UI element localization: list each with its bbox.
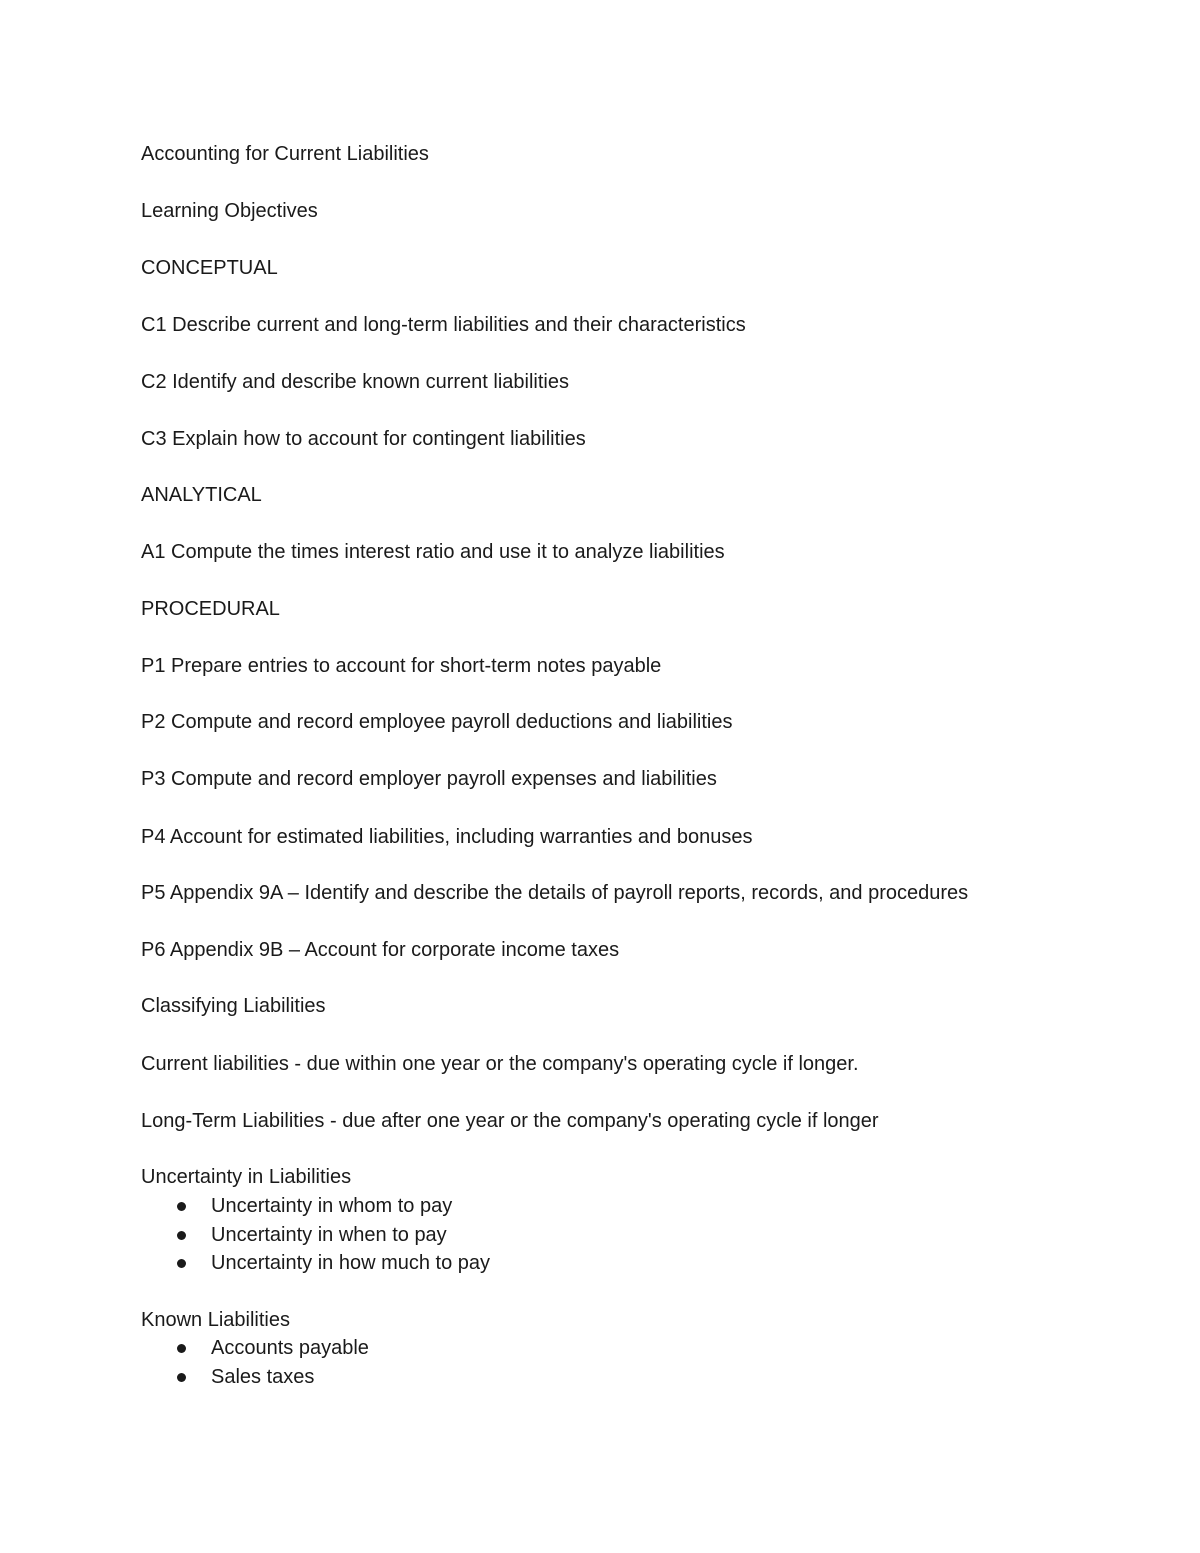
bullet-icon [177,1344,186,1353]
objective-p1: P1 Prepare entries to account for short-term notes payable [141,655,662,677]
bullet-icon [177,1231,186,1240]
objective-p4: P4 Account for estimated liabilities, including warranties and bonuses [141,826,753,848]
objective-a1: A1 Compute the times interest ratio and use it to analyze liabilities [141,541,725,563]
list-item-text: Accounts payable [211,1337,369,1359]
list-item-text: Sales taxes [211,1366,315,1388]
list-item-text: Uncertainty in whom to pay [211,1195,453,1217]
objective-c3: C3 Explain how to account for contingent liabilities [141,428,586,450]
conceptual-heading: CONCEPTUAL [141,257,278,279]
procedural-heading: PROCEDURAL [141,598,280,620]
bullet-icon [177,1259,186,1268]
uncertainty-heading: Uncertainty in Liabilities [141,1166,352,1188]
classifying-liabilities-heading: Classifying Liabilities [141,995,326,1017]
objective-p3: P3 Compute and record employer payroll expenses and liabilities [141,768,717,790]
list-item-text: Uncertainty in when to pay [211,1224,447,1246]
known-liabilities-heading: Known Liabilities [141,1309,290,1331]
list-item-text: Uncertainty in how much to pay [211,1252,491,1274]
analytical-heading: ANALYTICAL [141,484,262,506]
bullet-icon [177,1373,186,1382]
objective-p6: P6 Appendix 9B – Account for corporate income taxes [141,939,620,961]
learning-objectives-heading: Learning Objectives [141,200,318,222]
long-term-liabilities-definition: Long-Term Liabilities - due after one year or the company's operating cycle if longer [141,1110,879,1132]
document-title: Accounting for Current Liabilities [141,143,429,165]
objective-c1: C1 Describe current and long-term liabilities and their characteristics [141,314,746,336]
objective-p5: P5 Appendix 9A – Identify and describe the details of payroll reports, records, and procedures [141,882,969,904]
objective-p2: P2 Compute and record employee payroll deductions and liabilities [141,711,733,733]
objective-c2: C2 Identify and describe known current liabilities [141,371,569,393]
current-liabilities-definition: Current liabilities - due within one year or the company's operating cycle if longer. [141,1053,859,1075]
bullet-icon [177,1202,186,1211]
